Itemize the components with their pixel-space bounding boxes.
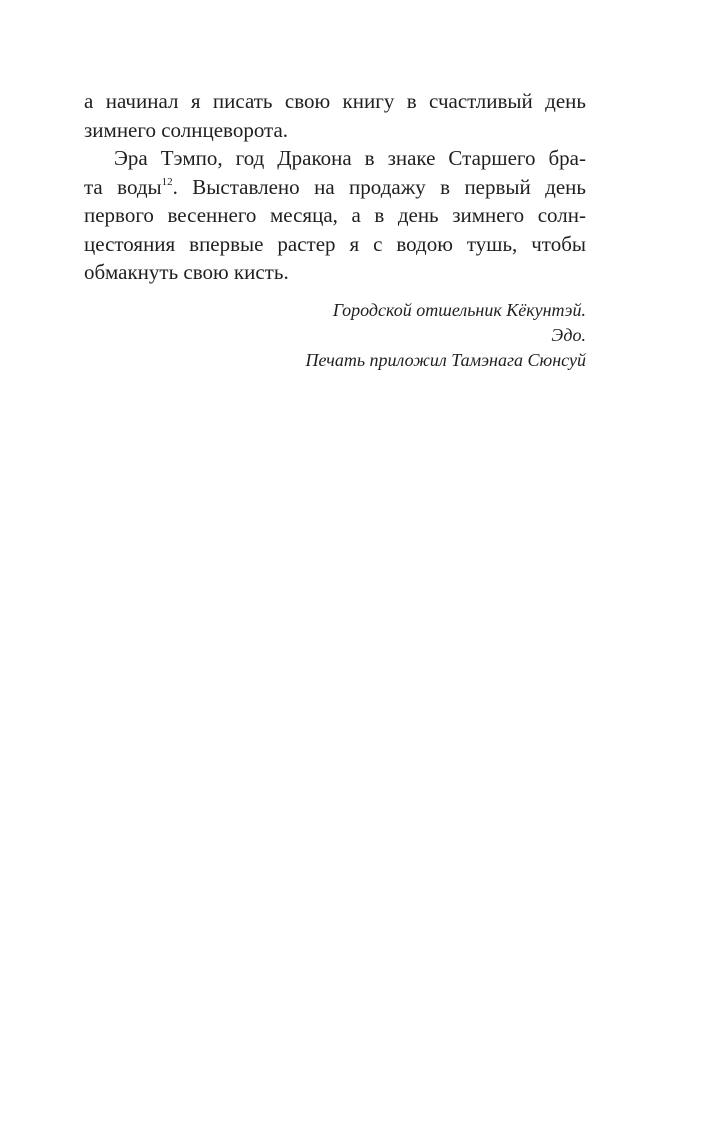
text-line: обмакнуть свою кисть. xyxy=(84,260,289,284)
text-fragment: . Выставлено на продажу в первый день xyxy=(172,174,587,199)
text-line: первого весеннего месяца, а в день зимнего солн- xyxy=(84,203,586,227)
text-line: цестояния впервые растер я с водою тушь, чтобы xyxy=(84,231,586,256)
signature-seal: Печать приложил Тамэнага Сюнсуй xyxy=(305,350,586,370)
signature-place: Эдо. xyxy=(551,325,586,345)
text-fragment: та воды xyxy=(84,174,162,199)
footnote-marker[interactable]: 12 xyxy=(161,175,173,188)
text-line: зимнего солнцеворота. xyxy=(84,117,289,142)
main-text xyxy=(84,87,586,287)
signature-block xyxy=(166,298,586,373)
text-line: а начинал я писать свою книгу в счастливый день xyxy=(84,89,586,113)
text-line-with-footnote xyxy=(84,173,586,202)
text-line: Эра Тэмпо, год Дракона в знаке Старшего бра- xyxy=(114,146,586,170)
signature-author: Городской отшельник Кёкунтэй. xyxy=(332,300,586,320)
